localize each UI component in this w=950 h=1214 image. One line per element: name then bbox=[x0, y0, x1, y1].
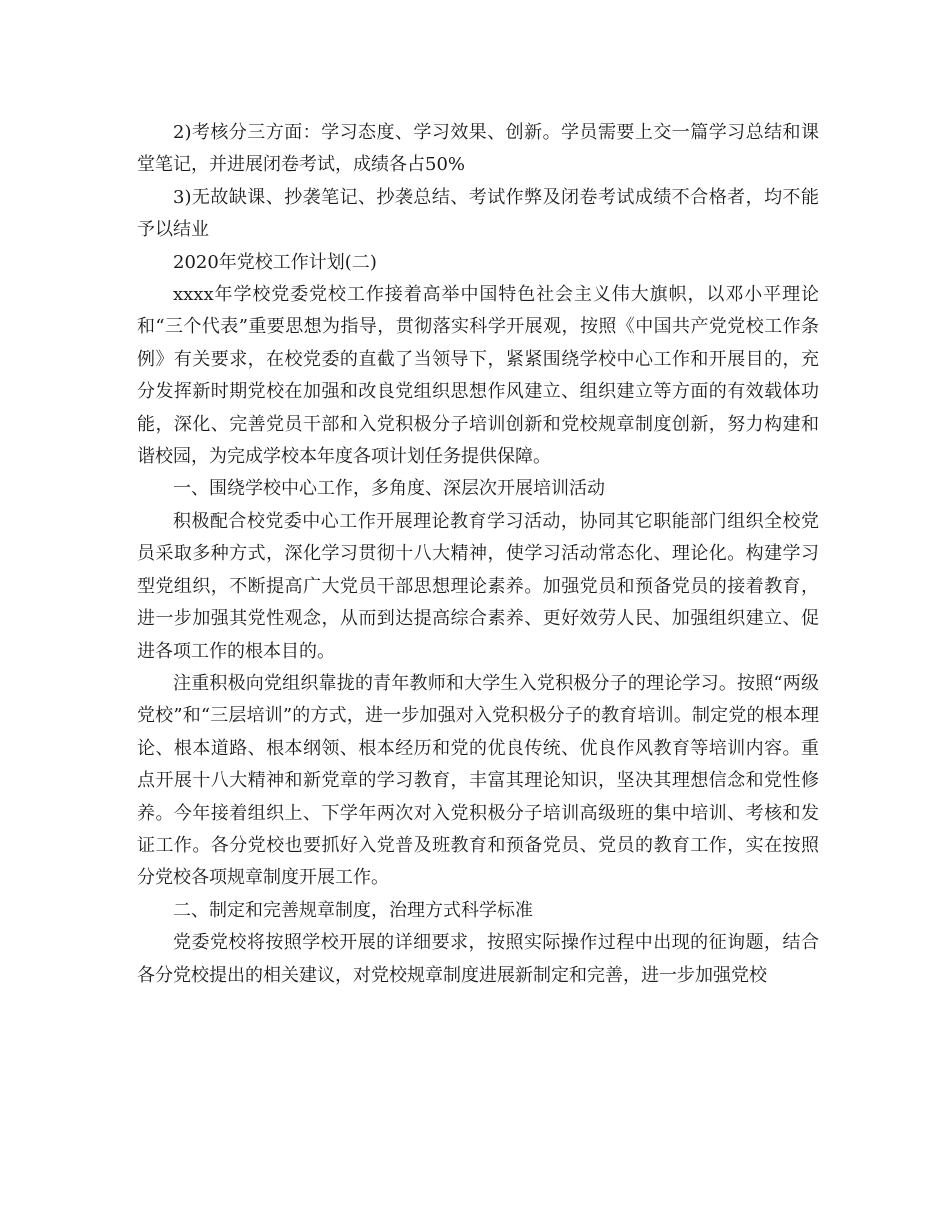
paragraph-section-one-b: 注重积极向党组织靠拢的青年教师和大学生入党积极分子的理论学习。按照“两级党校”和“三层培训”的方式，进一步加强对入党积极分子的教育培训。制定党的根本理论、根本道路、根本纲领、根本经历和党的优良传统、优良作风教育等培训内容。重点开展十八大精神和新党章的学习教育，丰富其理论知识，坚决其理想信念和党性修养。今年接着组织上、下学年两次对入党积极分子培训高级班的集中培训、考核和发证工作。各分党校也要抓好入党普及班教育和预备党员、党员的教育工作，实在按照分党校各项规章制度开展工作。 bbox=[137, 672, 819, 889]
paragraph-intro: xxxx年学校党委党校工作接着高举中国特色社会主义伟大旗帜，以邓小平理论和“三个代表”重要思想为指导，贯彻落实科学开展观，按照《中国共产党党校工作条例》有关要求，在校党委的直截了当领导下，紧紧围绕学校中心工作和开展目的，充分发挥新时期党校在加强和改良党组织思想作风建立、组织建立等方面的有效载体功能，深化、完善党员干部和入党积极分子培训创新和党校规章制度创新，努力构建和谐校园，为完成学校本年度各项计划任务提供保障。 bbox=[137, 284, 819, 468]
paragraph-assessment-criteria: 2)考核分三方面：学习态度、学习效果、创新。学员需要上交一篇学习总结和课堂笔记，并进展闭卷考试，成绩各占50% bbox=[137, 122, 819, 176]
document-body bbox=[137, 117, 819, 992]
section-title: 2020年党校工作计划(二) bbox=[173, 251, 377, 273]
heading-section-one: 一、围绕学校中心工作，多角度、深层次开展培训活动 bbox=[173, 478, 605, 500]
paragraph-section-two: 党委党校将按照学校开展的详细要求，按照实际操作过程中出现的征询题，结合各分党校提出的相关建议，对党校规章制度进展新制定和完善，进一步加强党校 bbox=[137, 932, 819, 986]
paragraph-section-one-a: 积极配合校党委中心工作开展理论教育学习活动，协同其它职能部门组织全校党员采取多种方式，深化学习贯彻十八大精神，使学习活动常态化、理论化。构建学习型党组织，不断提高广大党员干部思想理论素养。加强党员和预备党员的接着教育，进一步加强其党性观念，从而到达提高综合素养、更好效劳人民、加强组织建立、促进各项工作的根本目的。 bbox=[137, 510, 819, 662]
paragraph-graduation-rule: 3)无故缺课、抄袭笔记、抄袭总结、考试作弊及闭卷考试成绩不合格者，均不能予以结业 bbox=[137, 186, 819, 241]
heading-section-two: 二、制定和完善规章制度，治理方式科学标准 bbox=[173, 899, 533, 921]
